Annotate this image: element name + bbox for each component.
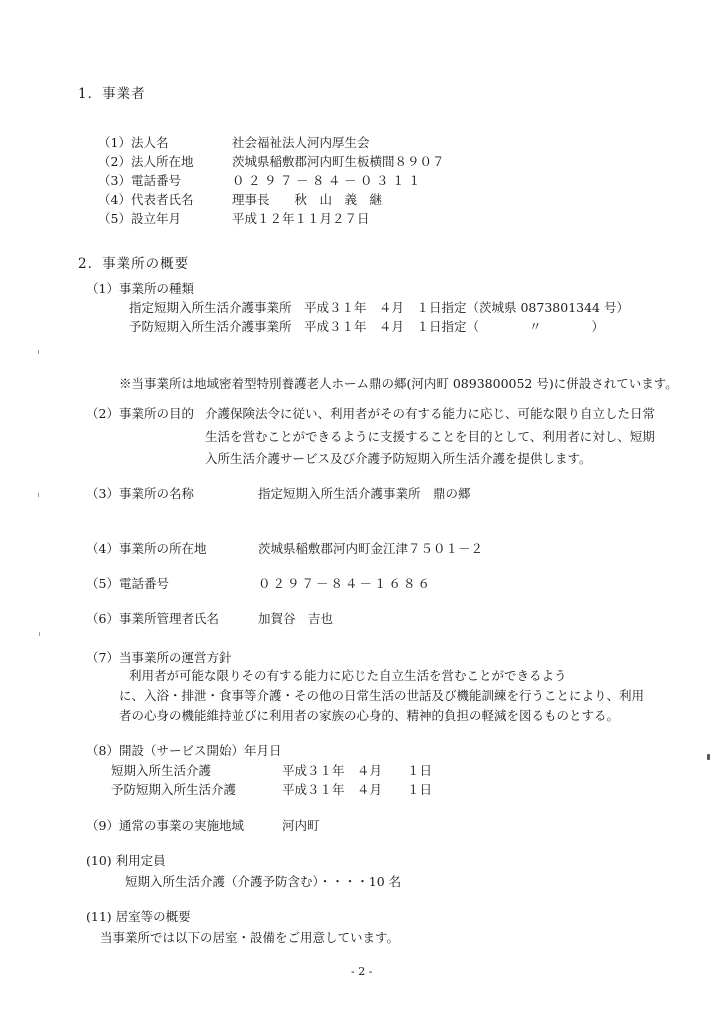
corp-address-value: 茨城県稲敷郡河内町生板横間８９０７ [232,154,445,169]
policy-line: に、入浴・排泄・食事等介護・その他の日常生活の世話及び機能訓練を行うことにより、利用 [119,688,645,703]
facility-address-value: 茨城県稲敷郡河内町金江津７５０１－２ [258,541,484,556]
facility-phone-label: （5）電話番号 [86,576,169,591]
purpose-label: （2）事業所の目的 [86,406,194,421]
corp-address-label: （2）法人所在地 [98,154,194,169]
facility-type-note: ※当事業所は地域密着型特別養護老人ホーム鼎の郷(河内町 0893800052 号)に併設されています。 [119,376,678,391]
rooms-value: 当事業所では以下の居室・設備をご用意しています。 [100,930,400,945]
service-area-label: （9）通常の事業の実施地域 [86,818,244,833]
purpose-line: 介護保険法令に従い、利用者がその有する能力に応じ、可能な限り自立した日常 [205,406,656,421]
opening-label: （8）開設（サービス開始）年月日 [86,743,282,758]
manager-label: （6）事業所管理者氏名 [86,611,219,626]
corp-phone-value: ０２９７－８４－０３１１ [232,173,425,188]
service-area-value: 河内町 [282,818,320,833]
policy-line: 者の心身の機能維持並びに利用者の家族の心身的、精神的負担の軽減を図るものとする。 [119,708,620,723]
facility-name-value: 指定短期入所生活介護事業所 鼎の郷 [258,486,471,501]
purpose-line: 生活を営むことができるように支援することを目的として、利用者に対し、短期 [205,429,655,444]
manager-value: 加賀谷 吉也 [258,611,334,626]
policy-line: 利用者が可能な限りその有する能力に応じた自立生活を営むことができるよう [129,668,567,683]
facility-name-label: （3）事業所の名称 [86,486,194,501]
corp-name-label: （1）法人名 [98,135,169,150]
purpose-line: 入所生活介護サービス及び介護予防短期入所生活介護を提供します。 [205,451,592,466]
opening-service: 予防短期入所生活介護 [111,782,237,797]
rooms-label: (11) 居室等の概要 [86,909,191,924]
scan-speck [38,350,39,354]
opening-service: 短期入所生活介護 [111,763,212,778]
page-number: - 2 - [351,965,373,978]
established-value: 平成１２年１１月２７日 [232,211,370,226]
section2-heading: 2．事業所の概要 [78,256,190,272]
facility-type-label: （1）事業所の種類 [86,281,194,296]
facility-type-line: 指定短期入所生活介護事業所 平成３１年 ４月 １日指定（茨城県 0873801344 号） [129,300,629,315]
section1-heading: 1．事業者 [78,86,146,102]
scan-speck [38,493,39,497]
representative-value: 理事長 秋 山 義 継 [232,192,383,207]
corp-name-value: 社会福祉法人河内厚生会 [232,135,370,150]
scan-speck [707,754,710,760]
opening-date: 平成３１年 ４月 １日 [282,782,433,797]
facility-type-line: 予防短期入所生活介護事業所 平成３１年 ４月 １日指定（ 〃 ） [129,319,605,334]
opening-date: 平成３１年 ４月 １日 [282,763,433,778]
policy-label: （7）当事業所の運営方針 [86,650,232,665]
capacity-value: 短期入所生活介護（介護予防含む）・・・・10 名 [125,874,402,889]
established-label: （5）設立年月 [98,211,181,226]
facility-address-label: （4）事業所の所在地 [86,541,207,556]
scan-speck [39,632,40,636]
capacity-label: (10) 利用定員 [86,853,166,868]
facility-phone-value: ０２９７－８４－１６８６ [258,576,433,591]
representative-label: （4）代表者氏名 [98,192,194,207]
corp-phone-label: （3）電話番号 [98,173,181,188]
